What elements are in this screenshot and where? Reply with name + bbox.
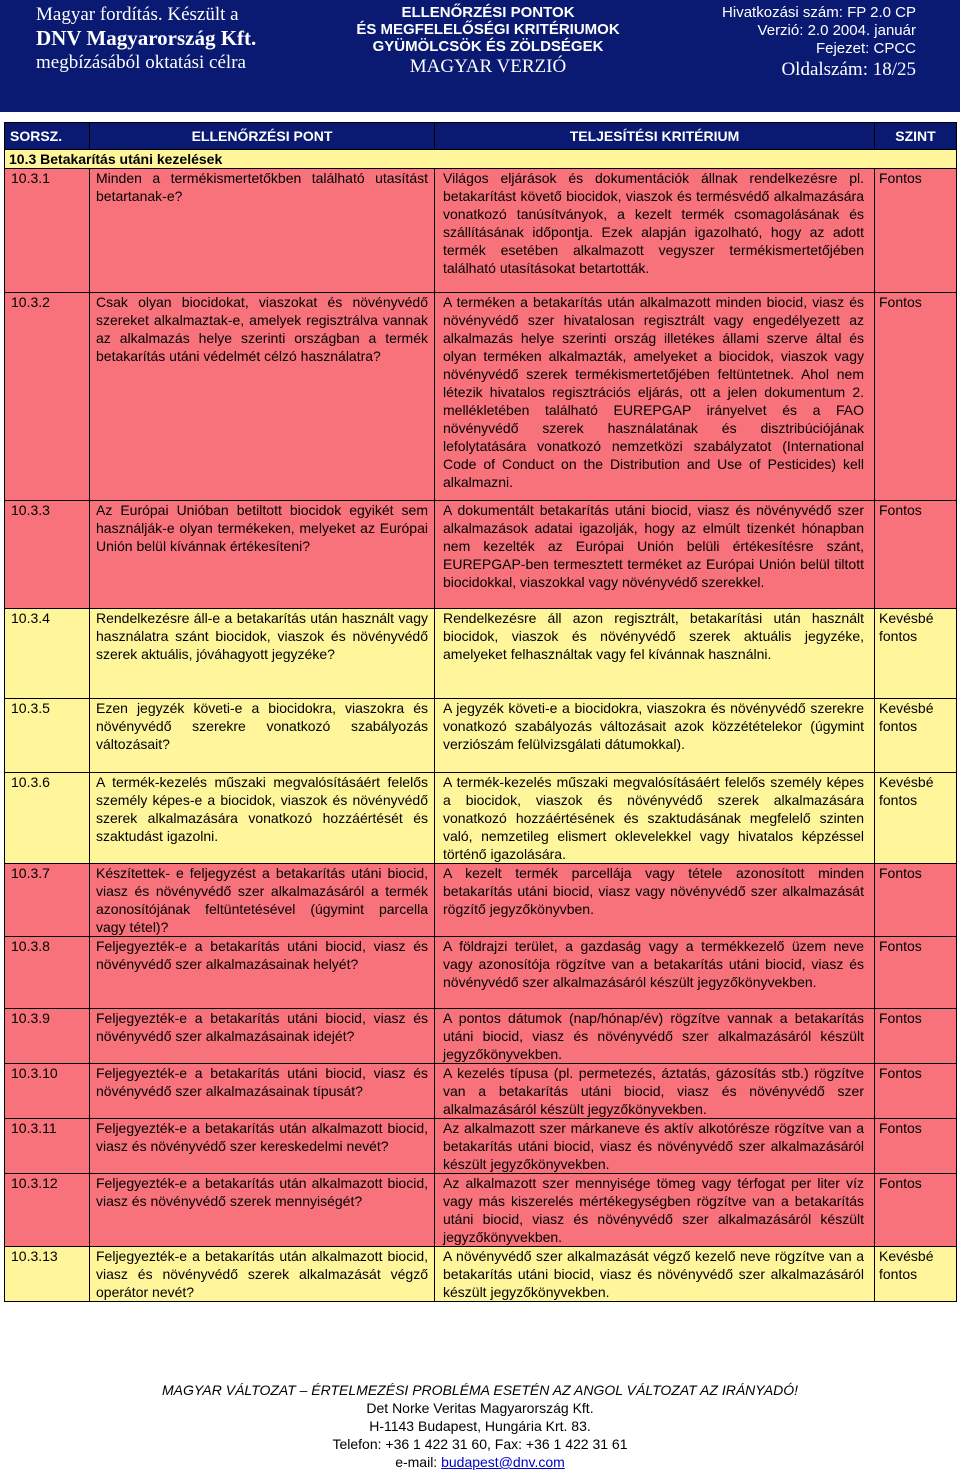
row-number: 10.3.2 [5,293,90,501]
header-right-line-1: Hivatkozási szám: FP 2.0 CP [722,4,916,21]
control-point: Ezen jegyzék követi-e a biocidokra, viaszokra és növényvédő szerekre vonatkozó szabályozás változásait? [90,699,435,773]
level: Fontos [875,501,957,609]
control-point: Feljegyezték-e a betakarítás utáni biocid, viasz és növényvédő szer alkalmazásainak idejét? [90,1009,435,1064]
header-right [722,4,916,82]
row-number: 10.3.3 [5,501,90,609]
compliance-criteria: A kezelt termék parcellája vagy tétele azonosított minden betakarítás utáni biocid, viasz vagy növényvédő szer alkalmazását rögzítő jegyzőkönyvben. [435,864,875,937]
table-row [5,937,957,1009]
level: Fontos [875,1009,957,1064]
header-center-line-2: ÉS MEGFELELŐSÉGI KRITÉRIUMOK [356,21,620,38]
row-number: 10.3.11 [5,1119,90,1174]
row-number: 10.3.8 [5,937,90,1009]
header-center [338,4,638,78]
column-header-criteria: TELJESÍTÉSI KRITÉRIUM [435,123,875,150]
table-row [5,1064,957,1119]
compliance-criteria: Világos eljárások és dokumentációk állnak rendelkezésre pl. betakarítást követő biocidok, viaszok és termésvédő alkalmazására vonatkozó tanúsítványok, a kezelt termék csomagolásának és szállításának időpontja. Ezek alapján igazolható, hogy az adott termék esetében alkalmazott vegyszer termékismertetőjében található utasításokat betartották. [435,169,875,293]
header-right-line-4: Oldalszám: 18/25 [781,59,916,80]
control-point: Készítettek- e feljegyzést a betakarítás utáni biocid, viasz és növényvédő szer alkalmazásáról a termék azonosítójának feltüntetésével (úgymint parcella vagy tétel)? [90,864,435,937]
control-point: Feljegyezték-e a betakarítás utáni biocid, viasz és növényvédő szer alkalmazásainak helyét? [90,937,435,1009]
control-point: Feljegyezték-e a betakarítás után alkalmazott biocid, viasz és növényvédő szer kereskedelmi nevét? [90,1119,435,1174]
header-left-line-2: DNV Magyarország Kft. [36,26,257,50]
row-number: 10.3.4 [5,609,90,699]
level: Fontos [875,864,957,937]
column-header-point: ELLENŐRZÉSI PONT [90,123,435,150]
header-center-line-4: MAGYAR VERZIÓ [409,56,567,77]
row-number: 10.3.1 [5,169,90,293]
table-row [5,293,957,501]
column-header-level: SZINT [875,123,957,150]
header-center-line-1: ELLENŐRZÉSI PONTOK [401,4,575,21]
compliance-criteria: A növényvédő szer alkalmazását végző kezelő neve rögzítve van a betakarítás utáni biocid, viasz és növényvédő szer alkalmazásáról készült jegyzőkönyvekben. [435,1247,875,1302]
header-left [36,4,256,74]
control-point: Rendelkezésre áll-e a betakarítás után használt vagy használatra szánt biocidok, viaszok és növényvédő szerek aktuális, jóváhagyott jegyzéke? [90,609,435,699]
table-row [5,1009,957,1064]
compliance-criteria: A dokumentált betakarítás utáni biocid, viasz és növényvédő szer alkalmazások adatai igazolják, hogy az elmúlt tizenkét hónapban nem kezelték az Európai Unión belüli értékesítésre szánt, EUREPGAP-ben termesztett terméket az Európai Unión belül tiltott biocidokkal, viaszokkal vagy növényvédő szerekkel. [435,501,875,609]
table-row [5,609,957,699]
compliance-criteria: Rendelkezésre áll azon regisztrált, betakarítási után használt biocidok, viaszok és növényvédő szerek aktuális jegyzéke, amelyeket felhasználtak vagy fel kívánnak használni. [435,609,875,699]
table-row [5,1174,957,1247]
level: Kevésbé fontos [875,609,957,699]
table-row [5,1247,957,1302]
table-row [5,1119,957,1174]
compliance-criteria: A földrajzi terület, a gazdaság vagy a termékkezelő üzem neve vagy azonosítója rögzítve van a betakarítás utáni biocid, viasz és növényvédő szer alkalmazásáról készült jegyzőkönyvekben. [435,937,875,1009]
header-center-line-3: GYÜMÖLCSÖK ÉS ZÖLDSÉGEK [372,38,604,55]
level: Fontos [875,1119,957,1174]
control-point: Csak olyan biocidokat, viaszokat és növényvédő szereket alkalmaztak-e, amelyek regisztrálva vannak az alkalmazás helye szerinti országban a termék betakarítás utáni védelmét célzó használatra? [90,293,435,501]
control-point: Feljegyezték-e a betakarítás utáni biocid, viasz és növényvédő szer alkalmazásainak típusát? [90,1064,435,1119]
control-point: Az Európai Unióban betiltott biocidok egyikét sem használják-e olyan termékeken, melyeket az Európai Unión belül kívánnak értékesíteni? [90,501,435,609]
control-point: Minden a termékismertetőkben található utasítást betartanak-e? [90,169,435,293]
compliance-criteria: Az alkalmazott szer márkaneve és aktív alkotórésze rögzítve van a betakarítás utáni biocid, viasz és növényvédő szer alkalmazásáról készült jegyzőkönyvekben. [435,1119,875,1174]
compliance-criteria: A jegyzék követi-e a biocidokra, viaszokra és növényvédő szerekre vonatkozó szabályozás változásait azok közzétételekor (úgymint verziószám felülvizsgálati dátumokkal). [435,699,875,773]
footer-address: H-1143 Budapest, Hungária Krt. 83. [369,1418,591,1434]
header-right-line-3: Fejezet: CPCC [815,40,916,57]
table-row [5,501,957,609]
row-number: 10.3.10 [5,1064,90,1119]
row-number: 10.3.7 [5,864,90,937]
page-footer [0,1381,960,1471]
control-point: Feljegyezték-e a betakarítás után alkalmazott biocid, viasz és növényvédő szerek alkalmazását végző operátor nevét? [90,1247,435,1302]
level: Fontos [875,1064,957,1119]
table-row [5,773,957,864]
section-title: 10.3 Betakarítás utáni kezelések [5,150,957,169]
footer-email-label: e-mail: [395,1454,442,1470]
control-point: A termék-kezelés műszaki megvalósításáért felelős személy képes-e a biocidok, viaszok és növényvédő szerek alkalmazására vonatkozó hozzáértését és szaktudást igazolni. [90,773,435,864]
header-left-line-1: Magyar fordítás. Készült a [36,4,239,25]
page-header [0,0,960,112]
row-number: 10.3.5 [5,699,90,773]
footer-warning: MAGYAR VÁLTOZAT – ÉRTELMEZÉSI PROBLÉMA ESETÉN AZ ANGOL VÁLTOZAT AZ IRÁNYADÓ! [161,1382,799,1398]
section-row [5,150,957,169]
row-number: 10.3.12 [5,1174,90,1247]
table-header-row [5,123,957,150]
checklist-table [4,122,957,1302]
footer-phone: Telefon: +36 1 422 31 60, Fax: +36 1 422 31 61 [332,1436,628,1452]
column-header-num: SORSZ. [5,123,90,150]
level: Kevésbé fontos [875,773,957,864]
compliance-criteria: Az alkalmazott szer mennyisége tömeg vagy térfogat per liter víz vagy más kiszerelés mértékegységben rögzítve van a betakarítás utáni biocid, viasz és növényvédő szer alkalmazásáról készült jegyzőkönyvekben. [435,1174,875,1247]
row-number: 10.3.6 [5,773,90,864]
footer-email-link[interactable]: budapest@dnv.com [441,1454,565,1470]
table-row [5,699,957,773]
compliance-criteria: A pontos dátumok (nap/hónap/év) rögzítve vannak a betakarítás utáni biocid, viasz és növényvédő szer alkalmazásáról készült jegyzőkönyvekben. [435,1009,875,1064]
compliance-criteria: A terméken a betakarítás után alkalmazott minden biocid, viasz és növényvédő szer hivatalosan regisztrált vagy engedélyezett az alkalmazás helye szerinti ország illetékes állami szerve által és olyan terméken alkalmazták, amelyeket a biocidok, viaszok vagy növényvédő szerek termékismertetőjében feltüntetnek. Ahol nem létezik hivatalos regisztrációs eljárás, ott a jelen dokumentum 2. mellékletében található EUREPGAP irányelvet és a FAO növényvédő szerek használatának és disztribúciójának lefolytatására vonatkozó nemzetközi szabályzatot (International Code of Conduct on the Distribution and Use of Pesticides) kell alkalmazni. [435,293,875,501]
compliance-criteria: A kezelés típusa (pl. permetezés, áztatás, gázosítás stb.) rögzítve van a betakarítás utáni biocid, viasz és növényvédő szer alkalmazásáról készült jegyzőkönyvekben. [435,1064,875,1119]
level: Fontos [875,169,957,293]
level: Fontos [875,293,957,501]
compliance-criteria: A termék-kezelés műszaki megvalósításáért felelős személy képes a biocidok, viaszok és növényvédő szerek alkalmazására vonatkozó hozzáértésének és szaktudásának megfelelő szinten való, nemzetileg elismert oklevelekkel vagy hivatalos képzéssel történő igazolására. [435,773,875,864]
control-point: Feljegyezték-e a betakarítás után alkalmazott biocid, viasz és növényvédő szerek mennyiségét? [90,1174,435,1247]
header-left-line-3: megbízásából oktatási célra [36,52,246,73]
row-number: 10.3.13 [5,1247,90,1302]
level: Fontos [875,1174,957,1247]
level: Fontos [875,937,957,1009]
header-right-line-2: Verzió: 2.0 2004. január [757,22,916,39]
level: Kevésbé fontos [875,699,957,773]
level: Kevésbé fontos [875,1247,957,1302]
table-row [5,864,957,937]
table-row [5,169,957,293]
footer-company: Det Norke Veritas Magyarország Kft. [366,1400,594,1416]
row-number: 10.3.9 [5,1009,90,1064]
footer-email-line [0,1453,960,1471]
